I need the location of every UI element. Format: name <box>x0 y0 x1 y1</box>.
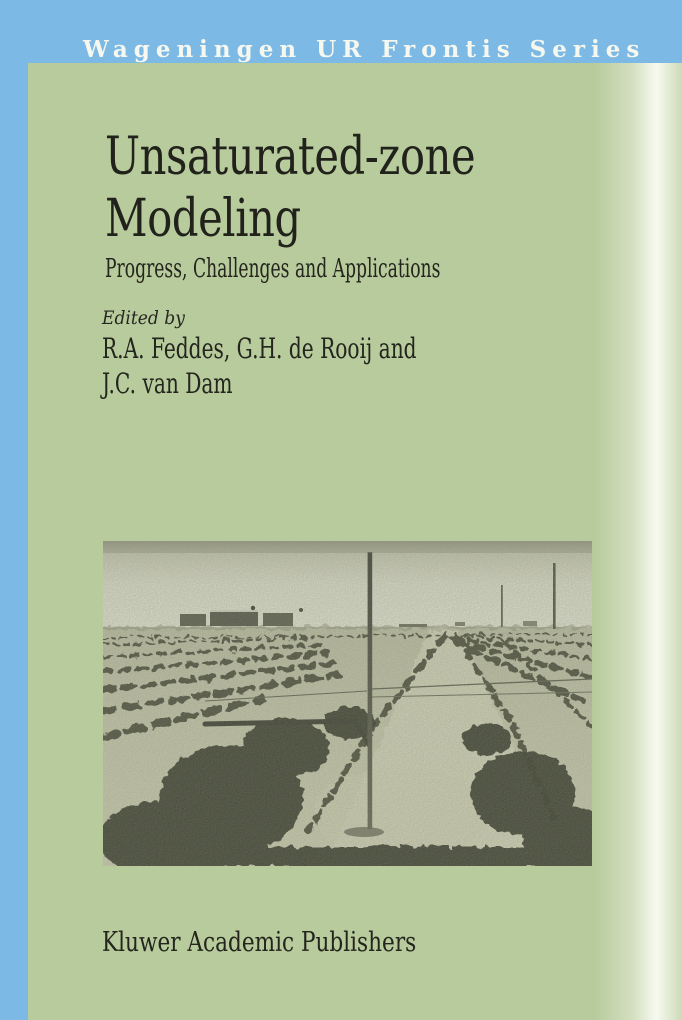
editors <box>102 331 539 401</box>
book-title-line2: Modeling <box>105 189 301 249</box>
book-title <box>105 126 568 250</box>
edited-by-text: Edited by <box>102 307 185 329</box>
book-subtitle <box>105 254 613 284</box>
book-subtitle-text: Progress, Challenges and Applications <box>105 254 441 284</box>
spine-highlight <box>594 63 682 1020</box>
book-title-line1: Unsaturated-zone <box>105 127 476 187</box>
cover-photo <box>103 541 592 866</box>
publisher-text: Kluwer Academic Publishers <box>102 927 417 958</box>
edited-by-label <box>102 306 194 330</box>
editors-line1: R.A. Feddes, G.H. de Rooij and <box>102 332 417 365</box>
publisher-name <box>102 927 495 959</box>
editors-line2: J.C. van Dam <box>102 367 233 400</box>
cover-panel <box>28 63 682 1020</box>
photo-grain <box>103 541 592 866</box>
vineyard-photo-graphic <box>103 541 592 866</box>
series-title: Wageningen UR Frontis Series <box>83 36 646 63</box>
